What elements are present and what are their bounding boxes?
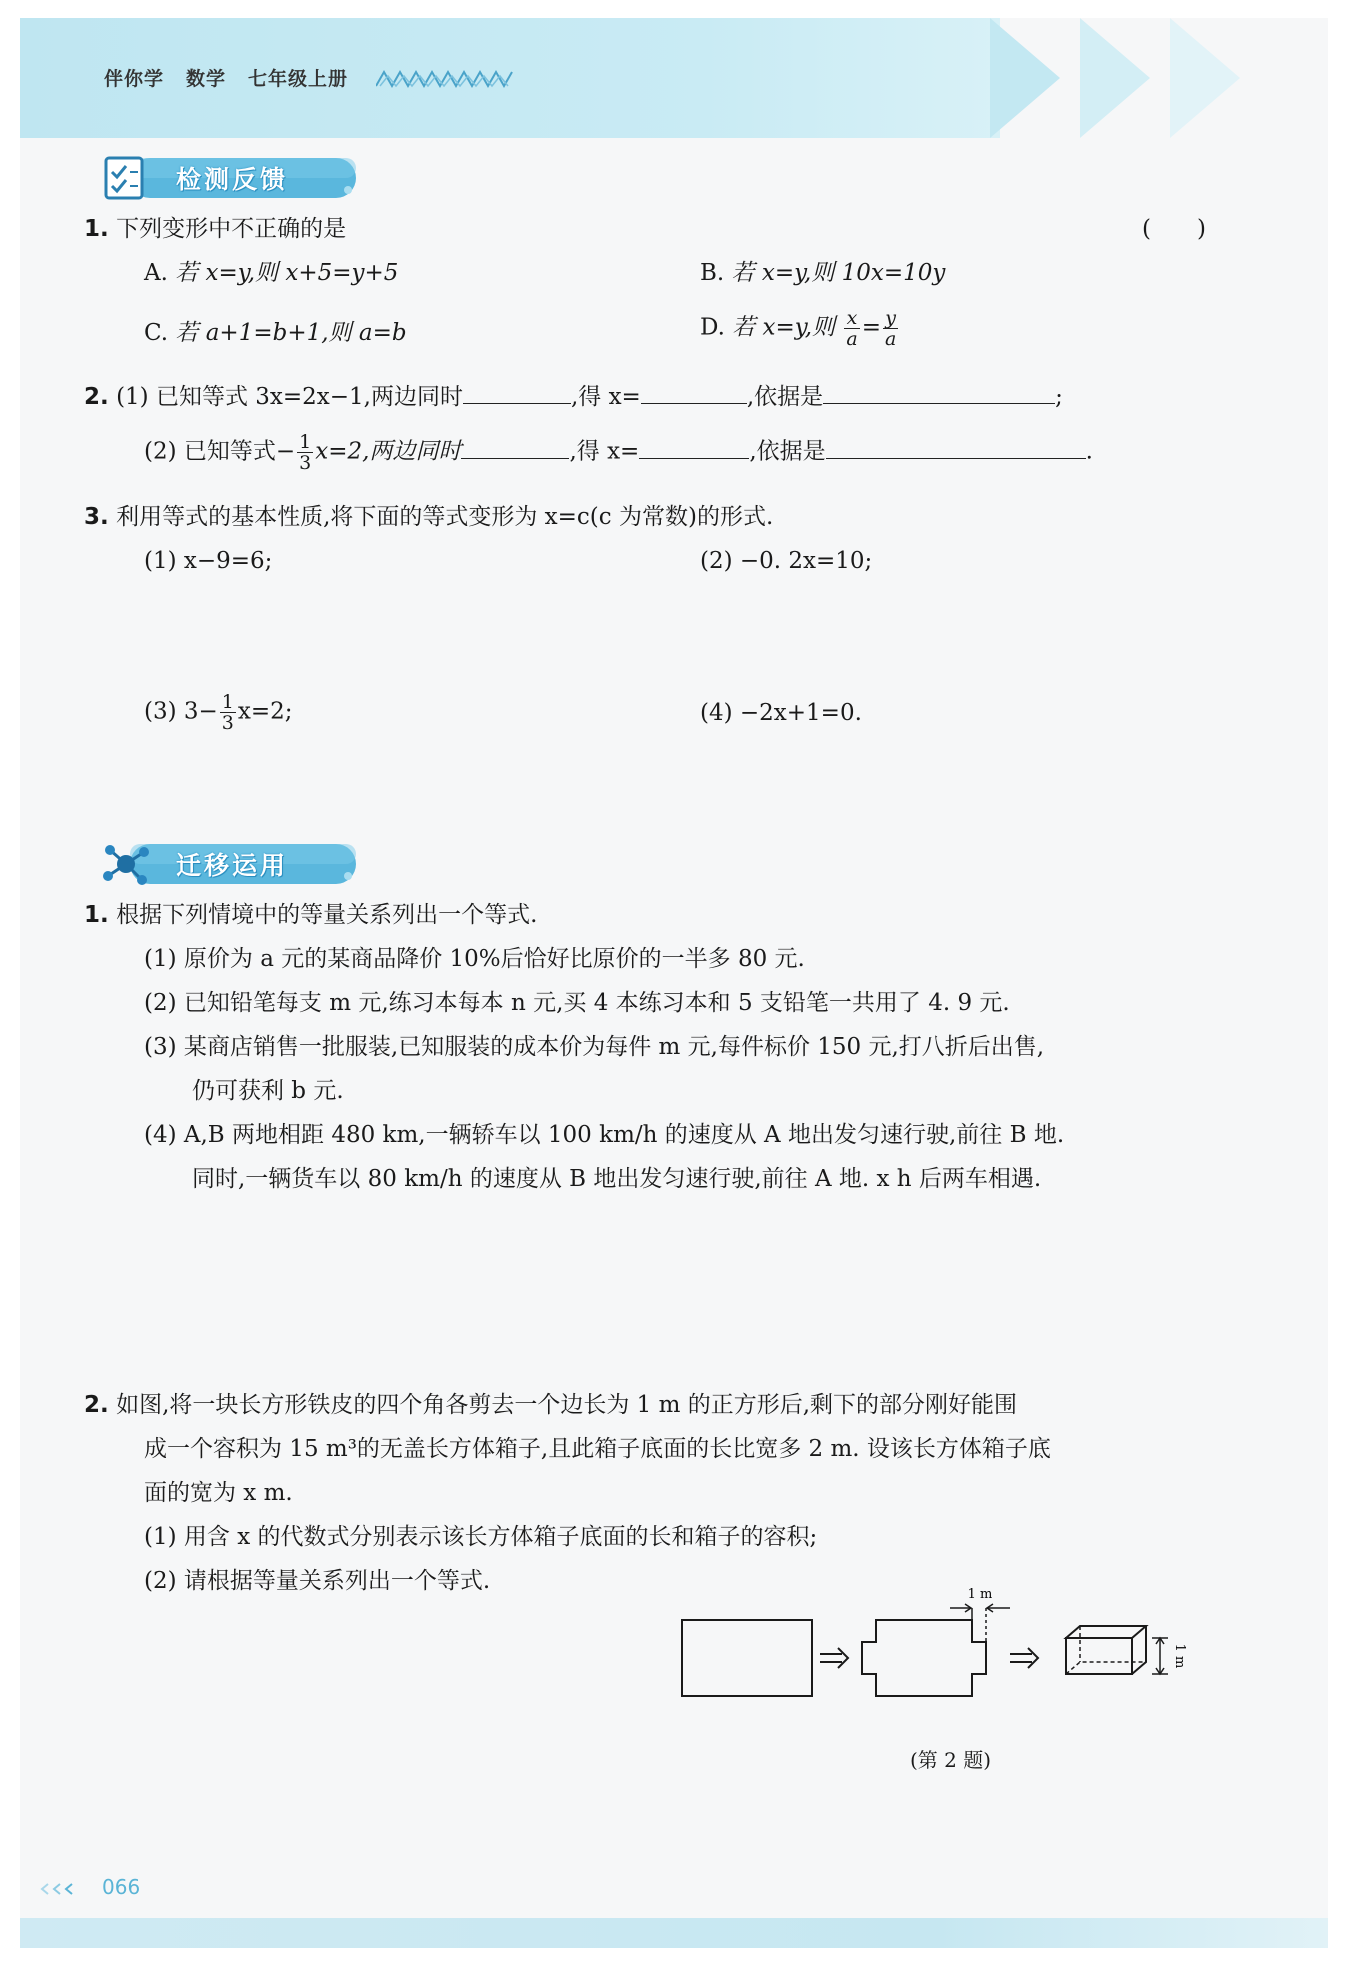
transfer-q2-line-3: 面的宽为 x m. <box>144 1480 293 1506</box>
denominator: a <box>884 328 897 350</box>
numerator: 1 <box>299 431 312 453</box>
question-2-part-2 <box>144 432 1093 473</box>
header-title <box>104 64 370 91</box>
section-title-feedback: 检测反馈 <box>176 165 289 194</box>
answer-blank[interactable] <box>463 380 571 404</box>
page-header <box>20 18 1328 138</box>
question-3-part-3 <box>144 692 293 733</box>
option-c <box>144 318 407 348</box>
section-banner-feedback <box>100 152 362 204</box>
question-3-part-2: (2) −0. 2x=10; <box>700 548 873 574</box>
answer-blank[interactable] <box>639 435 749 459</box>
workbook-page <box>20 18 1328 1948</box>
question-text: ,依据是 <box>749 438 826 465</box>
option-d <box>700 308 900 349</box>
denominator: 3 <box>299 452 312 474</box>
punctuation: ; <box>1055 384 1063 410</box>
transfer-q2-part-1: (1) 用含 x 的代数式分别表示该长方体箱子底面的长和箱子的容积; <box>144 1524 818 1550</box>
question-2-part-1 <box>84 380 1063 412</box>
question-text: ,得 x= <box>569 438 640 465</box>
transfer-q1-part-3-cont: 仍可获利 b 元. <box>192 1078 344 1104</box>
option-label: D. <box>700 314 725 341</box>
transfer-q1-part-1: (1) 原价为 a 元的某商品降价 10%后恰好比原价的一半多 80 元. <box>144 946 805 972</box>
question-stem: 下列变形中不正确的是 <box>116 216 347 242</box>
question-text: (1) 已知等式 3x=2x−1,两边同时 <box>116 384 463 410</box>
question-3-part-4: (4) −2x+1=0. <box>700 700 862 726</box>
question-3 <box>84 502 773 532</box>
option-label: A. <box>144 260 168 286</box>
question-text: 如图,将一块长方形铁皮的四个角各剪去一个边长为 1 m 的正方形后,剩下的部分刚好能围 <box>116 1392 1018 1418</box>
numerator: y <box>883 308 898 329</box>
fraction <box>883 308 898 349</box>
section-banner-transfer <box>100 838 362 890</box>
denominator: a <box>846 328 858 350</box>
option-text: 若 x=y,则 10x=10y <box>731 260 946 286</box>
numerator: x <box>844 308 859 329</box>
transfer-q1-part-4-cont: 同时,一辆货车以 80 km/h 的速度从 B 地出发匀速行驶,前往 A 地. x h 后两车相遇. <box>192 1166 1042 1192</box>
option-b <box>700 258 945 288</box>
molecule-icon <box>100 838 156 890</box>
header-book: 伴你学 <box>104 68 165 90</box>
fraction <box>297 432 313 473</box>
header-chevron-icon <box>1080 18 1150 138</box>
option-text: 若 a+1=b+1,则 a=b <box>175 320 407 346</box>
option-a <box>144 258 398 288</box>
option-text: 若 x=y,则 x+5=y+5 <box>175 260 399 286</box>
page-number: 066 <box>102 1875 141 1899</box>
option-label: C. <box>144 320 169 346</box>
dimension-label-side: 1 m <box>1172 1643 1187 1669</box>
transfer-q1-part-2: (2) 已知铅笔每支 m 元,练习本每本 n 元,买 4 本练习本和 5 支铅笔一共用了 4. 9 元. <box>144 990 1010 1016</box>
header-subject: 数学 <box>186 68 227 90</box>
right-arrow-icon <box>1010 1648 1038 1668</box>
question-number: 3. <box>84 504 109 530</box>
footer-band <box>20 1918 1328 1948</box>
question-number: 2. <box>84 1392 109 1418</box>
question-text: x=2,两边同时 <box>315 438 462 465</box>
header-chevron-icon <box>990 18 1060 138</box>
right-arrow-icon <box>820 1648 848 1668</box>
question-text: x=2; <box>237 698 293 725</box>
question-3-part-1: (1) x−9=6; <box>144 548 273 574</box>
figure-caption: (第 2 题) <box>910 1748 992 1772</box>
answer-parentheses: ( ) <box>1142 216 1206 242</box>
answer-blank[interactable] <box>641 380 747 404</box>
answer-blank[interactable] <box>826 435 1086 459</box>
fraction <box>220 692 236 733</box>
transfer-q1-part-4: (4) A,B 两地相距 480 km,一辆轿车以 100 km/h 的速度从 A 地出发匀速行驶,前往 B 地. <box>144 1122 1065 1148</box>
transfer-q1-part-3: (3) 某商店销售一批服装,已知服装的成本价为每件 m 元,每件标价 150 元,打八折后出售, <box>144 1034 1045 1060</box>
option-label: B. <box>700 260 725 286</box>
zigzag-ornament-icon <box>376 68 516 90</box>
answer-blank[interactable] <box>461 435 569 459</box>
question-stem: 利用等式的基本性质,将下面的等式变形为 x=c(c 为常数)的形式. <box>116 504 774 530</box>
dimension-label-top: 1 m <box>967 1588 993 1602</box>
cut-sheet-shape <box>862 1620 986 1696</box>
question-text: ,依据是 <box>746 384 824 410</box>
header-grade: 七年级上册 <box>248 68 349 90</box>
denominator: 3 <box>221 712 234 734</box>
fraction <box>844 308 859 349</box>
transfer-q2-part-2: (2) 请根据等量关系列出一个等式. <box>144 1568 491 1594</box>
transfer-question-2 <box>84 1390 1017 1420</box>
transfer-q2-line-2: 成一个容积为 15 m³的无盖长方体箱子,且此箱子底面的长比宽多 2 m. 设该长方体箱子底 <box>144 1436 1051 1462</box>
question-text: (3) 3− <box>144 698 218 725</box>
box-folding-figure <box>680 1588 1250 1758</box>
question-number: 1. <box>84 216 109 242</box>
numerator: 1 <box>221 691 234 713</box>
transfer-question-1 <box>84 900 537 930</box>
section-title-transfer: 迁移运用 <box>176 851 289 880</box>
answer-blank[interactable] <box>823 380 1055 404</box>
option-text: 若 x=y,则 <box>732 314 836 341</box>
question-text: ,得 x= <box>570 384 641 410</box>
equals-sign: = <box>861 314 881 341</box>
header-chevron-icon <box>1170 18 1240 138</box>
question-number: 2. <box>84 384 109 410</box>
question-number: 1. <box>84 902 109 928</box>
checklist-icon <box>100 152 152 204</box>
question-stem: 根据下列情境中的等量关系列出一个等式. <box>116 902 538 928</box>
footer-arrows-icon <box>38 1882 98 1896</box>
punctuation: . <box>1085 438 1093 465</box>
question-1 <box>84 214 346 244</box>
open-box-shape <box>1066 1626 1146 1674</box>
sheet-rectangle <box>682 1620 812 1696</box>
question-text: (2) 已知等式− <box>144 438 296 465</box>
